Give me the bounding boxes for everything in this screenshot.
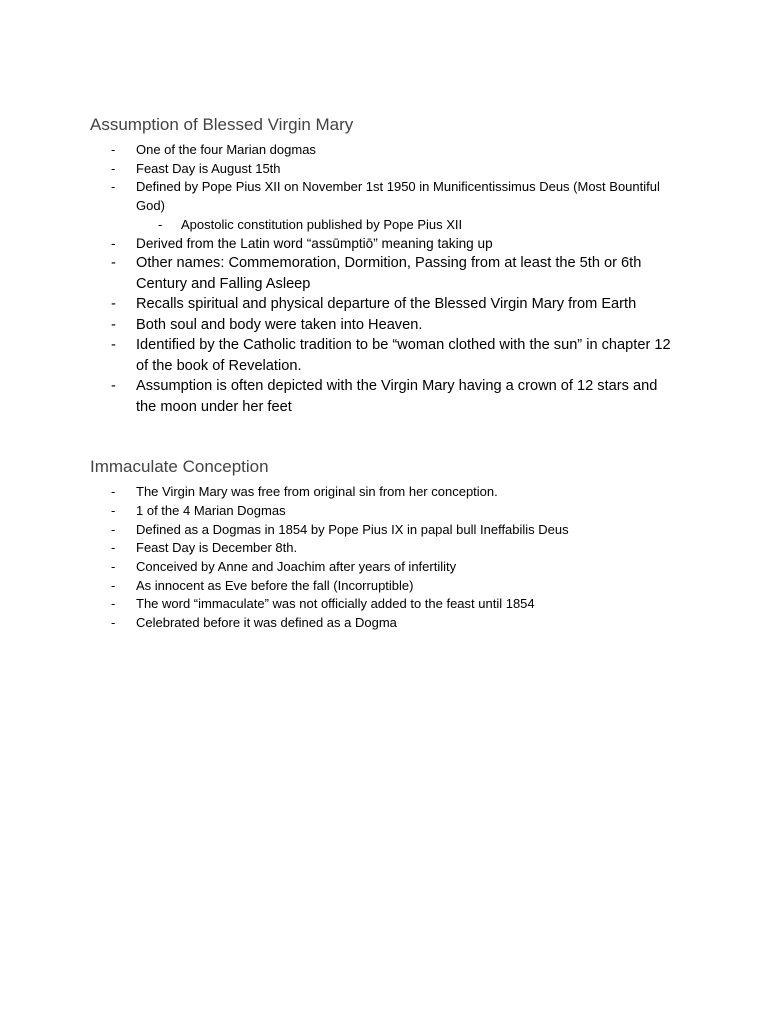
sub-bullet-list <box>136 216 678 235</box>
list-item-text: Defined by Pope Pius XII on November 1st 1950 in Munificentissimus Deus (Most Bountiful God) <box>136 179 660 214</box>
bullet-dash: - <box>111 255 116 272</box>
bullet-dash: - <box>111 296 116 313</box>
list-item <box>90 539 678 558</box>
bullet-dash: - <box>111 484 116 500</box>
bullet-dash: - <box>111 502 116 518</box>
list-item-text: The word “immaculate” was not officially added to the feast until 1854 <box>136 596 535 612</box>
list-item <box>90 141 678 160</box>
list-item <box>90 521 678 540</box>
list-item-text: 1 of the 4 Marian Dogmas <box>136 502 286 518</box>
list-item <box>90 558 678 577</box>
bullet-dash: - <box>158 216 163 232</box>
bullet-list <box>90 141 678 417</box>
bullet-dash: - <box>111 179 116 195</box>
bullet-dash: - <box>111 615 116 631</box>
bullet-dash: - <box>111 559 116 575</box>
list-item-text: Recalls spiritual and physical departure of the Blessed Virgin Mary from Earth <box>136 296 637 313</box>
list-item-text: Other names: Commemoration, Dormition, Passing from at least the 5th or 6th Century and Falling Asleep <box>136 255 642 292</box>
list-item-text: Celebrated before it was defined as a Dogma <box>136 615 397 631</box>
sub-list-item-text: Apostolic constitution published by Pope Pius XII <box>181 216 463 232</box>
bullet-dash: - <box>111 160 116 176</box>
section-heading: Immaculate Conception <box>90 457 269 477</box>
list-item <box>90 160 678 179</box>
list-item <box>90 577 678 596</box>
list-item-text: The Virgin Mary was free from original sin from her conception. <box>136 484 498 500</box>
list-item-text: Both soul and body were taken into Heaven. <box>136 316 423 333</box>
list-item <box>90 178 678 234</box>
list-item-text: Assumption is often depicted with the Virgin Mary having a crown of 12 stars and the moon under her feet <box>136 378 658 415</box>
list-item <box>90 376 678 417</box>
list-item <box>90 502 678 521</box>
bullet-dash: - <box>111 521 116 537</box>
bullet-dash: - <box>111 540 116 556</box>
list-item <box>90 595 678 614</box>
list-item-text: Feast Day is August 15th <box>136 160 281 176</box>
bullet-dash: - <box>111 142 116 157</box>
list-item-text: Defined as a Dogmas in 1854 by Pope Pius IX in papal bull Ineffabilis Deus <box>136 521 569 537</box>
bullet-dash: - <box>111 316 116 333</box>
list-item <box>90 315 678 336</box>
bullet-dash: - <box>111 235 116 251</box>
list-item <box>90 235 678 254</box>
list-item-text: Conceived by Anne and Joachim after years of infertility <box>136 559 457 575</box>
list-item-text: As innocent as Eve before the fall (Incorruptible) <box>136 577 414 593</box>
bullet-dash: - <box>111 378 116 395</box>
sub-list-item <box>136 216 678 235</box>
list-item-text: Derived from the Latin word “assūmptiō” meaning taking up <box>136 235 493 251</box>
list-item <box>90 253 678 294</box>
list-item <box>90 294 678 315</box>
list-item-text: One of the four Marian dogmas <box>136 142 316 157</box>
section-immaculate-conception <box>90 456 678 633</box>
bullet-list <box>90 483 678 633</box>
list-item <box>90 483 678 502</box>
list-item <box>90 335 678 376</box>
list-item <box>90 614 678 633</box>
bullet-dash: - <box>111 577 116 593</box>
list-item-text: Identified by the Catholic tradition to be “woman clothed with the sun” in chapter 12 of the book of Revelation. <box>136 337 671 374</box>
section-heading: Assumption of Blessed Virgin Mary <box>90 115 354 134</box>
list-item-text: Feast Day is December 8th. <box>136 540 298 556</box>
bullet-dash: - <box>111 337 116 354</box>
bullet-dash: - <box>111 596 116 612</box>
section-assumption <box>90 114 678 417</box>
